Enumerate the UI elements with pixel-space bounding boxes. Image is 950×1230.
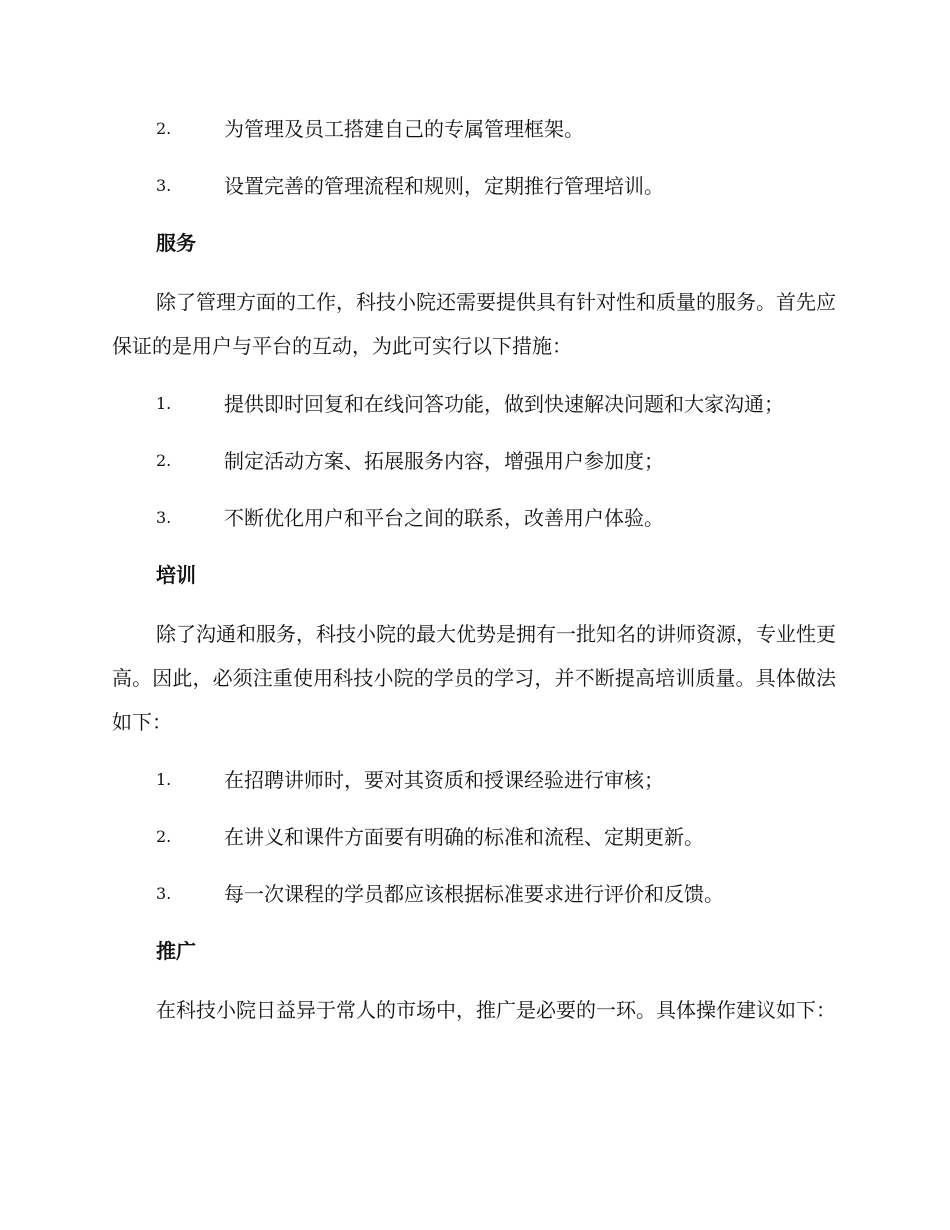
section-heading-promotion: 推广 bbox=[156, 939, 196, 963]
list-text: 提供即时回复和在线问答功能，做到快速解决问题和大家沟通； bbox=[224, 392, 784, 416]
list-item bbox=[0, 389, 950, 419]
section-heading-training: 培训 bbox=[156, 563, 196, 587]
list-number: 2. bbox=[156, 119, 172, 138]
list-text: 在讲义和课件方面要有明确的标准和流程、定期更新。 bbox=[224, 825, 704, 849]
list-item bbox=[0, 114, 950, 144]
training-paragraph: 除了沟通和服务，科技小院的最大优势是拥有一批知名的讲师资源，专业性更高。因此，必须注重使用科技小院的学员的学习，并不断提高培训质量。具体做法如下： bbox=[112, 622, 836, 734]
service-paragraph: 除了管理方面的工作，科技小院还需要提供具有针对性和质量的服务。首先应保证的是用户与平台的互动，为此可实行以下措施： bbox=[112, 290, 836, 358]
list-text: 每一次课程的学员都应该根据标准要求进行评价和反馈。 bbox=[224, 882, 724, 906]
list-text: 为管理及员工搭建自己的专属管理框架。 bbox=[224, 117, 584, 141]
section-heading-service: 服务 bbox=[156, 231, 196, 255]
list-text: 不断优化用户和平台之间的联系，改善用户体验。 bbox=[224, 506, 664, 530]
list-number: 2. bbox=[156, 451, 172, 470]
list-item bbox=[0, 503, 950, 533]
list-number: 1. bbox=[156, 770, 172, 789]
list-number: 3. bbox=[156, 176, 172, 195]
list-item bbox=[0, 171, 950, 201]
list-text: 设置完善的管理流程和规则，定期推行管理培训。 bbox=[224, 174, 664, 198]
list-number: 1. bbox=[156, 394, 172, 413]
list-text: 制定活动方案、拓展服务内容，增强用户参加度； bbox=[224, 449, 664, 473]
list-text: 在招聘讲师时，要对其资质和授课经验进行审核； bbox=[224, 768, 664, 792]
list-item bbox=[0, 822, 950, 852]
list-item bbox=[0, 879, 950, 909]
list-number: 2. bbox=[156, 827, 172, 846]
list-number: 3. bbox=[156, 884, 172, 903]
list-number: 3. bbox=[156, 508, 172, 527]
list-item bbox=[0, 765, 950, 795]
list-item bbox=[0, 446, 950, 476]
promotion-paragraph: 在科技小院日益异于常人的市场中，推广是必要的一环。具体操作建议如下： bbox=[156, 998, 836, 1022]
